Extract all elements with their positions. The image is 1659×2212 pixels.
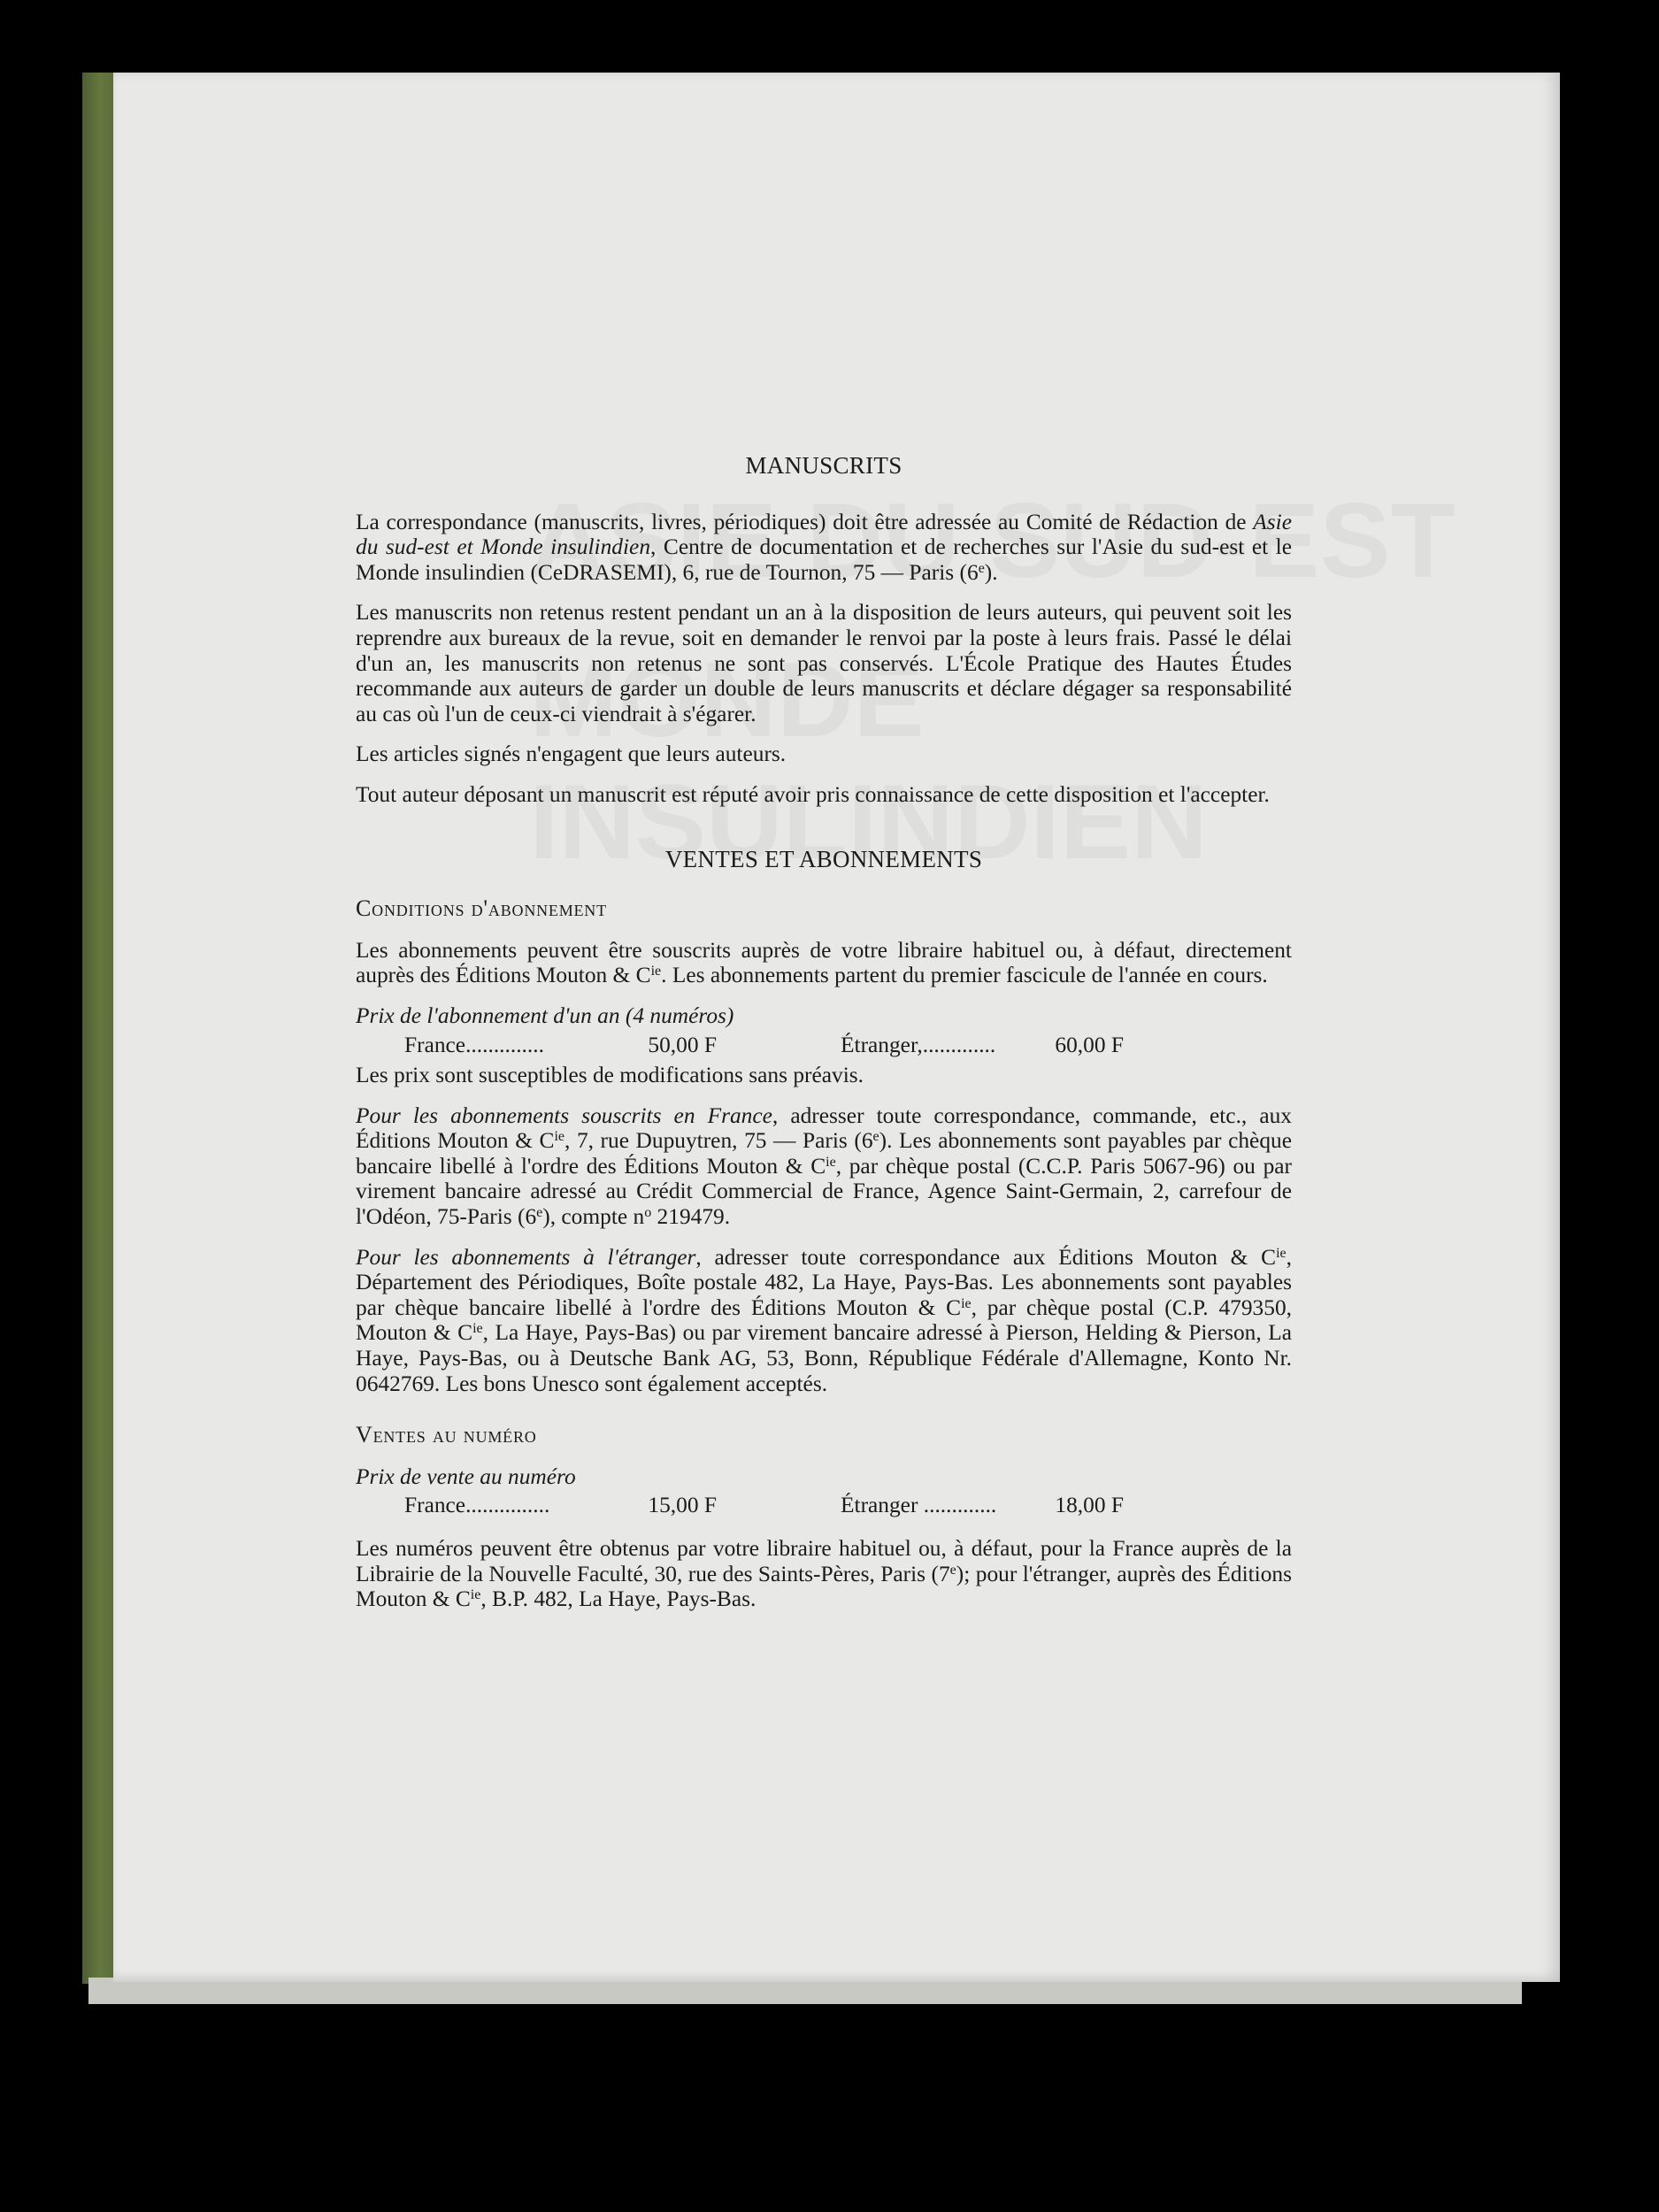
- prix-abonnement-heading: Prix de l'abonnement d'un an (4 numéros): [356, 1002, 734, 1028]
- modification-note: Les prix sont susceptibles de modifications sans préavis.: [356, 1063, 864, 1088]
- section-title-ventes: VENTES ET ABONNEMENTS: [664, 845, 983, 872]
- page-content: [356, 453, 1292, 1627]
- manuscrits-paragraph-1: La correspondance (manuscrits, livres, périodiques) doit être adressée au Comité de Rédaction de Asie du sud-est et Monde insulindien, Centre de documentation et de recherches sur l'Asie du sud-est et le Monde insulindien (CeDRASEMI), 6, rue de Tournon, 75 — Paris (6e).: [356, 509, 1292, 585]
- abonnement-price-row: [356, 1033, 1292, 1058]
- journal-title: Asie du sud-est et Monde insulindien: [356, 509, 1292, 560]
- france-subscription-paragraph: Pour les abonnements souscrits en France, adresser toute correspondance, commande, etc., aux Éditions Mouton & $C^{ie}$, 7, rue Dupuytren, 75 — Paris (6e). Les abonnements sont payables par chèque bancaire libellé à l'ordre des Éditions Mouton & $C^{ie}$, par chèque postal (C.C.P. Paris 5067-96) ou par virement bancaire adressé au Crédit Commercial de France, Agence Saint-Germain, 2, carrefour de l'Odéon, 75-Paris (6e), compte $n^o$ 219479.: [356, 1102, 1292, 1230]
- etranger-label: Étranger,.............: [841, 1032, 996, 1057]
- etranger-price: 18,00 F: [1055, 1493, 1124, 1518]
- foreign-subscription-paragraph: Pour les abonnements à l'étranger, adresser toute correspondance aux Éditions Mouton & $C^{ie}$, Département des Périodiques, Boîte postale 482, La Haye, Pays-Bas. Les abonnements sont payables par chèque bancaire libellé à l'ordre des Éditions Mouton & $C^{ie}$, par chèque postal (C.P. 479350, Mouton & $C^{ie}$, La Haye, Pays-Bas) ou par virement bancaire adressé à Pierson, Helding & Pierson, La Haye, Pays-Bas, ou à Deutsche Bank AG, 53, Bonn, République Fédérale d'Allemagne, Konto Nr. 0642769. Les bons Unesco sont également acceptés.: [356, 1244, 1292, 1396]
- manuscrits-paragraph-2: Les manuscrits non retenus restent pendant un an à la disposition de leurs auteurs, qui peuvent soit les reprendre aux bureaux de la revue, soit en demander le renvoi par la poste à leurs frais. Passé le délai d'un an, les manuscrits non retenus ne sont pas conservés. L'École Pratique des Hautes Études recommande aux auteurs de garder un double de leurs manuscrits et déclare dégager sa responsabilité au cas où l'un de ceux-ci viendrait à s'égarer.: [356, 600, 1292, 726]
- manuscrits-paragraph-3: Les articles signés n'engagent que leurs auteurs.: [356, 741, 787, 767]
- manuscrits-paragraph-4: Tout auteur déposant un manuscrit est réputé avoir pris connaissance de cette disposition et l'accepter.: [356, 781, 1270, 807]
- france-price: 50,00 F: [648, 1032, 717, 1057]
- france-label: France..............: [404, 1032, 544, 1057]
- numero-paragraph: Les numéros peuvent être obtenus par votre libraire habituel ou, à défaut, pour la France auprès de la Librairie de la Nouvelle Faculté, 30, rue des Saints-Pères, Paris (7e); pour l'étranger, auprès des Éditions Mouton & $C^{ie}$, B.P. 482, La Haye, Pays-Bas.: [356, 1536, 1293, 1612]
- france-price: 15,00 F: [648, 1493, 717, 1518]
- numero-price-row: [356, 1493, 1292, 1518]
- etranger-price: 60,00 F: [1055, 1032, 1124, 1057]
- etranger-label: Étranger .............: [841, 1493, 997, 1518]
- conditions-paragraph: Les abonnements peuvent être souscrits auprès de votre libraire habituel ou, à défaut, directement auprès des Éditions Mouton & $C^{ie}$. Les abonnements partent du premier fascicule de l'année en cours.: [356, 937, 1292, 988]
- section-title-manuscrits: MANUSCRITS: [745, 452, 902, 479]
- subheading-conditions: Conditions d'abonnement: [356, 895, 607, 922]
- france-label: France...............: [404, 1493, 550, 1518]
- subheading-ventes-numero: Ventes au numéro: [356, 1422, 537, 1448]
- prix-numero-heading: Prix de vente au numéro: [356, 1463, 576, 1489]
